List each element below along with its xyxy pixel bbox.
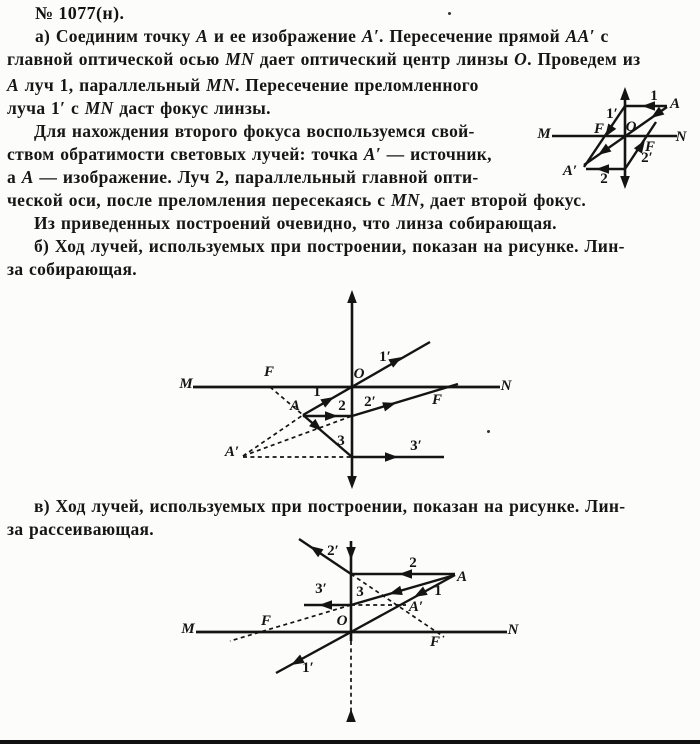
figure-label: 2 (409, 555, 417, 571)
construction-dashed-line (243, 416, 352, 456)
text-run: луча 1′ с (7, 98, 85, 118)
math-symbol: A′ (361, 26, 380, 46)
figure-label: A (669, 96, 681, 112)
math-symbol: O (514, 49, 528, 69)
math-symbol: MN (225, 49, 255, 69)
text-run: . Пересечение прямой (379, 26, 566, 46)
figure-label: F (431, 392, 443, 408)
text-run: главной оптической осью (7, 49, 226, 69)
arrowhead-icon (388, 586, 403, 599)
figure-label: N (500, 378, 512, 394)
figure-label: 2 (600, 171, 608, 187)
figure-label: O (336, 613, 348, 629)
scan-edge-bar (0, 740, 700, 744)
figure-label: M (537, 126, 551, 142)
text-run: Для нахождения второго фокуса воспользуемся свой- (34, 121, 475, 141)
text-run: ческой оси, после преломления пересекаясь с (7, 190, 392, 210)
arrowhead-icon (325, 411, 338, 421)
problem-number-title: № 1077(н). (35, 3, 125, 23)
text-run: . Проведем из (527, 49, 641, 69)
arrowhead-icon (385, 452, 398, 462)
math-symbol: MN (84, 98, 114, 118)
math-symbol: A (196, 26, 209, 46)
figure-label: 1 (313, 384, 321, 400)
figure-label: F (260, 613, 272, 629)
math-symbol: A (21, 167, 34, 187)
figure-label: F (263, 364, 275, 380)
figure-label: M (179, 376, 193, 392)
figure-label: F (429, 634, 441, 650)
text-run: — источник, (380, 144, 492, 164)
text-run: . Пересечение преломленного (234, 75, 479, 95)
figure-label: 1 (434, 583, 442, 599)
figure-label: O (353, 366, 365, 382)
figure-label: 2 (338, 398, 346, 414)
scan-speck (448, 12, 451, 15)
figure-label: N (675, 129, 687, 145)
text-run: и ее изображение (208, 26, 362, 46)
text-run: дает оптический центр линзы (254, 49, 515, 69)
arrowhead-icon (320, 393, 336, 408)
figure-label: M (181, 621, 195, 637)
math-symbol: A′ (363, 144, 381, 164)
figure-label: F (644, 139, 656, 155)
text-run: б) Ход лучей, используемых при построении, показан на рисунке. Лин- (34, 236, 625, 256)
arrowhead-icon (620, 87, 630, 100)
arrowhead-icon (382, 398, 397, 411)
text-run: а) Соединим точку (35, 26, 197, 46)
math-symbol: MN (206, 75, 235, 95)
arrowhead-icon (346, 709, 356, 722)
scan-speck (487, 430, 490, 433)
construction-dashed-line (230, 605, 351, 641)
text-run: а (7, 167, 22, 187)
figure-label: 2′ (641, 150, 653, 166)
figure-b-converging-lens (178, 290, 512, 489)
figure-label: A′ (408, 599, 424, 615)
math-symbol: MN (391, 190, 420, 210)
figure-label: 1′ (606, 106, 618, 122)
figure-label: 1′ (379, 349, 391, 365)
figure-label: O (625, 119, 637, 135)
math-symbol: A (7, 75, 19, 95)
figure-a-lens-construction (536, 87, 687, 189)
text-run: за собирающая. (7, 259, 137, 279)
text-run: в) Ход лучей, используемых при построении, показан на рисунке. Лин- (34, 496, 626, 516)
figure-label: 2′ (364, 394, 376, 410)
arrowhead-icon (347, 476, 357, 489)
figure-label: F (593, 121, 605, 137)
text-run: — изображение. Луч 2, параллельный главной опти- (33, 167, 479, 187)
figure-label: 1 (650, 88, 658, 104)
text-run: с (594, 26, 609, 46)
arrowhead-icon (319, 600, 332, 610)
figure-label: A (456, 569, 468, 585)
figure-label: 3′ (410, 438, 422, 454)
math-symbol: AA′ (565, 26, 595, 46)
figure-label: N (507, 622, 519, 638)
figure-label: 2′ (327, 543, 339, 559)
figure-c-diverging-lens (180, 539, 519, 722)
text-run: , дает второй фокус. (419, 190, 587, 210)
construction-dashed-line (243, 415, 303, 456)
arrowhead-icon (620, 176, 630, 189)
text-run: даст фокус линзы. (113, 98, 271, 118)
figure-label: A (289, 398, 301, 414)
figure-label: 3 (337, 433, 345, 449)
text-run: ством обратимости световых лучей: точка (7, 144, 364, 164)
figure-label: A′ (562, 163, 578, 179)
text-run: луч 1, параллельный (18, 75, 207, 95)
figure-label: A′ (224, 444, 240, 460)
figure-label: 1′ (302, 660, 314, 676)
ray-line (299, 539, 351, 574)
figure-label: 3′ (315, 581, 327, 597)
arrowhead-icon (346, 547, 356, 560)
arrowhead-icon (347, 290, 357, 303)
figure-label: 3 (356, 584, 364, 600)
text-run: за рассеивающая. (7, 519, 154, 539)
text-run: Из приведенных построений очевидно, что линза собирающая. (34, 213, 557, 233)
